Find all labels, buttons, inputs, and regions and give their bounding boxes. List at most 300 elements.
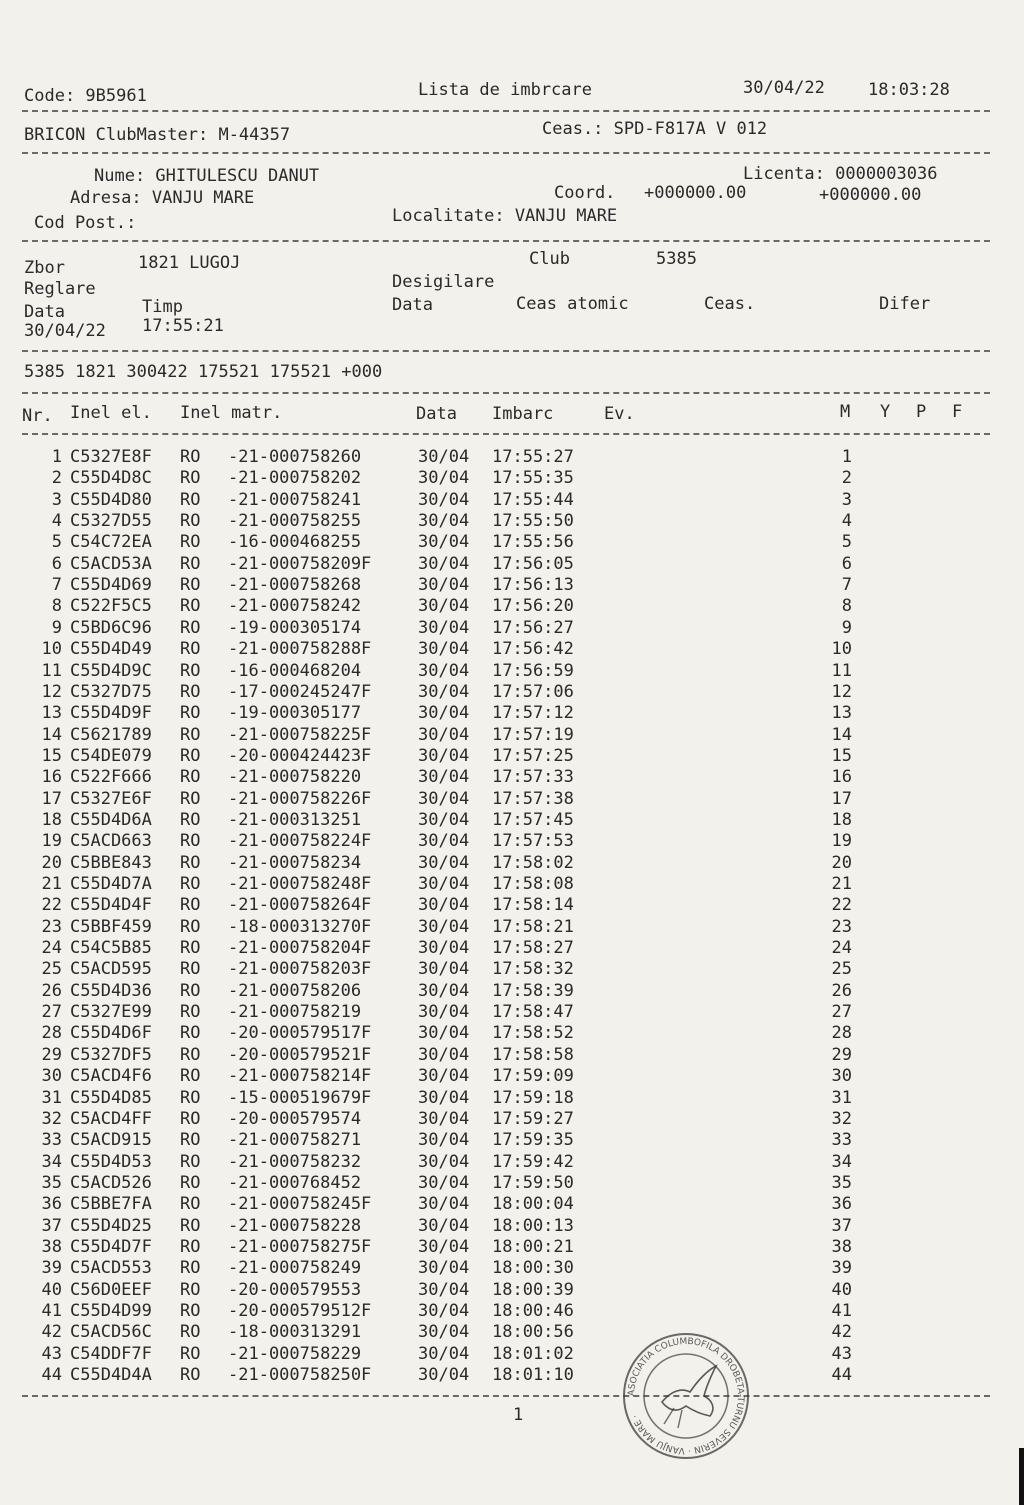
divider — [22, 350, 990, 352]
table-row — [0, 1173, 1024, 1194]
arrival-date: 30/04 — [418, 724, 470, 745]
arrival-time: 17:58:14 — [492, 895, 574, 916]
position-m: 38 — [831, 1236, 852, 1257]
arrival-date: 30/04 — [418, 447, 470, 467]
position-m: 12 — [831, 681, 852, 702]
coord-label: Coord. — [554, 183, 616, 203]
ring-electronic: C5BBE7FA — [70, 1194, 152, 1215]
table-row — [0, 1045, 1024, 1066]
row-number: 6 — [51, 553, 62, 574]
ring-electronic: C5ACD663 — [70, 831, 152, 852]
table-row — [0, 532, 1024, 553]
position-m: 42 — [831, 1322, 852, 1343]
arrival-date: 30/04 — [418, 788, 470, 809]
ring-country: RO — [180, 447, 201, 467]
divider — [22, 240, 990, 242]
ring-electronic: C5ACD526 — [70, 1172, 152, 1193]
ring-electronic: C5BBE843 — [70, 852, 152, 873]
arrival-date: 30/04 — [418, 1215, 470, 1236]
arrival-time: 17:58:02 — [492, 852, 574, 873]
arrival-time: 17:59:09 — [492, 1066, 574, 1087]
ring-registration: -21-000758225F — [228, 724, 372, 745]
arrival-time: 18:00:13 — [492, 1215, 574, 1236]
ring-registration: -21-000758202 — [228, 468, 362, 489]
arrival-time: 17:57:33 — [492, 767, 574, 788]
position-m: 36 — [831, 1194, 852, 1215]
arrival-date: 30/04 — [418, 895, 470, 916]
locality-label: Localitate: VANJU MARE — [392, 206, 618, 226]
arrival-time: 17:58:52 — [492, 1023, 574, 1044]
clock-col-label: Ceas. — [704, 294, 756, 314]
arrival-time: 17:55:27 — [492, 447, 574, 467]
position-m: 39 — [831, 1258, 852, 1279]
table-row — [0, 981, 1024, 1002]
row-number: 26 — [41, 980, 62, 1001]
ring-country: RO — [180, 1279, 201, 1300]
ring-electronic: C55D4D36 — [70, 980, 152, 1001]
flight-label: Zbor — [24, 258, 65, 278]
row-number: 13 — [41, 703, 62, 724]
divider — [22, 152, 990, 154]
position-m: 28 — [831, 1023, 852, 1044]
position-m: 10 — [831, 639, 852, 660]
row-number: 42 — [41, 1322, 62, 1343]
arrival-date: 30/04 — [418, 639, 470, 660]
table-row — [0, 639, 1024, 660]
ring-registration: -21-000758241 — [228, 489, 362, 510]
ring-electronic: C5327E6F — [70, 788, 152, 809]
arrival-time: 17:58:39 — [492, 980, 574, 1001]
table-row — [0, 1152, 1024, 1173]
ring-registration: -21-000758204F — [228, 938, 372, 959]
licence-number: Licenta: 0000003036 — [743, 164, 938, 184]
ring-registration: -21-000758245F — [228, 1194, 372, 1215]
row-number: 31 — [41, 1087, 62, 1108]
reglare-date: 30/04/22 — [24, 321, 106, 341]
col-ring-matr-header: Inel matr. — [180, 403, 283, 423]
ring-electronic: C55D4D85 — [70, 1087, 152, 1108]
ring-registration: -20-000579553 — [228, 1279, 362, 1300]
position-m: 5 — [841, 532, 852, 553]
svg-text:ASOCIATIA COLUMBOFILA DROBETA-: ASOCIATIA COLUMBOFILA DROBETA-TURNU SEVERIN · VANJU MARE · — [626, 1336, 746, 1456]
arrival-date: 30/04 — [418, 767, 470, 788]
arrival-date: 30/04 — [418, 745, 470, 766]
arrival-date: 30/04 — [418, 681, 470, 702]
position-m: 29 — [831, 1044, 852, 1065]
arrival-date: 30/04 — [418, 916, 470, 937]
ring-country: RO — [180, 489, 201, 510]
ring-registration: -21-000758255 — [228, 511, 362, 532]
arrival-date: 30/04 — [418, 1130, 470, 1151]
table-row — [0, 1130, 1024, 1151]
ring-electronic: C55D4D8C — [70, 468, 152, 489]
ring-country: RO — [180, 1044, 201, 1065]
position-m: 26 — [831, 980, 852, 1001]
row-number: 30 — [41, 1066, 62, 1087]
arrival-time: 18:00:30 — [492, 1258, 574, 1279]
ring-electronic: C54C5B85 — [70, 938, 152, 959]
table-row — [0, 1216, 1024, 1237]
ring-country: RO — [180, 703, 201, 724]
header-time: 18:03:28 — [868, 80, 950, 100]
table-row — [0, 938, 1024, 959]
postcode-label: Cod Post.: — [34, 213, 137, 233]
arrival-time: 17:58:21 — [492, 916, 574, 937]
ring-country: RO — [180, 575, 201, 596]
row-number: 39 — [41, 1258, 62, 1279]
ring-electronic: C5327D55 — [70, 511, 152, 532]
arrival-date: 30/04 — [418, 1151, 470, 1172]
arrival-date: 30/04 — [418, 553, 470, 574]
position-m: 44 — [831, 1365, 852, 1386]
row-number: 5 — [51, 532, 62, 553]
position-m: 32 — [831, 1108, 852, 1129]
ring-electronic: C54DDF7F — [70, 1343, 152, 1364]
position-m: 7 — [841, 575, 852, 596]
arrival-date: 30/04 — [418, 959, 470, 980]
arrival-date: 30/04 — [418, 852, 470, 873]
ring-registration: -21-000758260 — [228, 447, 362, 467]
ring-country: RO — [180, 724, 201, 745]
ring-country: RO — [180, 1301, 201, 1321]
position-m: 1 — [841, 447, 852, 467]
ring-country: RO — [180, 681, 201, 702]
position-m: 35 — [831, 1172, 852, 1193]
table-row — [0, 725, 1024, 746]
flight-summary: 5385 1821 300422 175521 175521 +000 — [24, 362, 383, 382]
ring-electronic: C5ACD4F6 — [70, 1066, 152, 1087]
table-row — [0, 554, 1024, 575]
table-row — [0, 810, 1024, 831]
row-number: 38 — [41, 1236, 62, 1257]
table-row — [0, 596, 1024, 617]
arrival-time: 17:58:32 — [492, 959, 574, 980]
ring-registration: -21-000758232 — [228, 1151, 362, 1172]
ring-electronic: C55D4D6F — [70, 1023, 152, 1044]
table-row — [0, 1194, 1024, 1215]
position-m: 19 — [831, 831, 852, 852]
table-row — [0, 661, 1024, 682]
row-number: 27 — [41, 1002, 62, 1023]
ring-country: RO — [180, 788, 201, 809]
position-m: 14 — [831, 724, 852, 745]
difer-label: Difer — [879, 294, 931, 314]
desigilare-data-label: Data — [392, 295, 433, 315]
arrival-date: 30/04 — [418, 596, 470, 617]
table-row — [0, 917, 1024, 938]
arrival-date: 30/04 — [418, 980, 470, 1001]
col-f-header: F — [952, 402, 963, 422]
ring-country: RO — [180, 1194, 201, 1215]
row-number: 20 — [41, 852, 62, 873]
ring-country: RO — [180, 1322, 201, 1343]
col-nr-header: Nr. — [22, 406, 53, 426]
ring-country: RO — [180, 1087, 201, 1108]
ring-country: RO — [180, 1343, 201, 1364]
ring-registration: -21-000758224F — [228, 831, 372, 852]
ring-country: RO — [180, 596, 201, 617]
arrival-time: 17:59:18 — [492, 1087, 574, 1108]
ring-electronic: C5327D75 — [70, 681, 152, 702]
row-number: 19 — [41, 831, 62, 852]
arrival-time: 18:01:10 — [492, 1365, 574, 1386]
arrival-time: 17:56:20 — [492, 596, 574, 617]
table-row — [0, 895, 1024, 916]
ring-electronic: C55D4D7F — [70, 1236, 152, 1257]
ring-registration: -21-000758250F — [228, 1365, 372, 1386]
arrival-date: 30/04 — [418, 1236, 470, 1257]
owner-address: Adresa: VANJU MARE — [70, 188, 255, 208]
table-row — [0, 1258, 1024, 1279]
row-number: 12 — [41, 681, 62, 702]
arrival-date: 30/04 — [418, 874, 470, 894]
ring-electronic: C55D4D7A — [70, 874, 152, 894]
ring-registration: -19-000305174 — [228, 617, 362, 638]
position-m: 4 — [841, 511, 852, 532]
ring-electronic: C54DE079 — [70, 745, 152, 766]
device-label: BRICON ClubMaster: M-44357 — [24, 125, 291, 145]
timp-label: Timp — [142, 297, 183, 317]
row-number: 37 — [41, 1215, 62, 1236]
row-number: 34 — [41, 1151, 62, 1172]
clock-label: Ceas.: SPD-F817A V 012 — [542, 119, 768, 139]
ring-registration: -16-000468255 — [228, 532, 362, 553]
arrival-time: 18:01:02 — [492, 1343, 574, 1364]
position-m: 24 — [831, 938, 852, 959]
arrival-time: 17:57:53 — [492, 831, 574, 852]
ring-country: RO — [180, 639, 201, 660]
position-m: 43 — [831, 1343, 852, 1364]
arrival-date: 30/04 — [418, 1087, 470, 1108]
table-row — [0, 831, 1024, 852]
ring-country: RO — [180, 1258, 201, 1279]
arrival-time: 17:56:13 — [492, 575, 574, 596]
arrival-time: 17:55:50 — [492, 511, 574, 532]
ring-electronic: C55D4D49 — [70, 639, 152, 660]
arrival-date: 30/04 — [418, 532, 470, 553]
position-m: 13 — [831, 703, 852, 724]
position-m: 2 — [841, 468, 852, 489]
position-m: 17 — [831, 788, 852, 809]
row-number: 9 — [51, 617, 62, 638]
ring-registration: -16-000468204 — [228, 660, 362, 681]
ring-country: RO — [180, 831, 201, 852]
owner-name: Nume: GHITULESCU DANUT — [94, 166, 320, 186]
arrival-time: 17:58:27 — [492, 938, 574, 959]
club-label: Club — [529, 249, 570, 269]
arrival-date: 30/04 — [418, 1044, 470, 1065]
row-number: 3 — [51, 489, 62, 510]
row-number: 35 — [41, 1172, 62, 1193]
ring-country: RO — [180, 468, 201, 489]
divider — [22, 110, 990, 112]
position-m: 33 — [831, 1130, 852, 1151]
ring-registration: -21-000758249 — [228, 1258, 362, 1279]
coord-y: +000000.00 — [819, 185, 922, 205]
ring-electronic: C5BBF459 — [70, 916, 152, 937]
ring-electronic: C55D4D53 — [70, 1151, 152, 1172]
table-row — [0, 1237, 1024, 1258]
arrival-date: 30/04 — [418, 1023, 470, 1044]
ring-electronic: C55D4D99 — [70, 1301, 152, 1321]
reglare-label: Reglare — [24, 279, 96, 299]
ring-electronic: C5ACD53A — [70, 553, 152, 574]
arrival-time: 17:55:56 — [492, 532, 574, 553]
position-m: 34 — [831, 1151, 852, 1172]
row-number: 11 — [41, 660, 62, 681]
ring-registration: -21-000758228 — [228, 1215, 362, 1236]
ring-registration: -21-000758275F — [228, 1236, 372, 1257]
ring-registration: -21-000758220 — [228, 767, 362, 788]
ring-country: RO — [180, 852, 201, 873]
position-m: 21 — [831, 874, 852, 894]
arrival-date: 30/04 — [418, 1322, 470, 1343]
ring-registration: -21-000768452 — [228, 1172, 362, 1193]
row-number: 33 — [41, 1130, 62, 1151]
arrival-time: 18:00:46 — [492, 1301, 574, 1321]
arrival-time: 17:57:06 — [492, 681, 574, 702]
table-row — [0, 746, 1024, 767]
ring-registration: -21-000758288F — [228, 639, 372, 660]
header-date: 30/04/22 — [743, 78, 825, 98]
ring-registration: -21-000758234 — [228, 852, 362, 873]
ring-electronic: C5621789 — [70, 724, 152, 745]
ring-country: RO — [180, 553, 201, 574]
ring-country: RO — [180, 1130, 201, 1151]
arrival-time: 17:57:25 — [492, 745, 574, 766]
arrival-time: 18:00:56 — [492, 1322, 574, 1343]
ring-country: RO — [180, 511, 201, 532]
row-number: 36 — [41, 1194, 62, 1215]
table-row — [0, 1344, 1024, 1365]
col-imbarc-header: Imbarc — [492, 404, 554, 424]
arrival-time: 17:55:44 — [492, 489, 574, 510]
ring-electronic: C55D4D6A — [70, 809, 152, 830]
col-date-header: Data — [416, 404, 457, 424]
position-m: 37 — [831, 1215, 852, 1236]
row-number: 23 — [41, 916, 62, 937]
divider — [22, 1395, 990, 1397]
table-row — [0, 1088, 1024, 1109]
arrival-date: 30/04 — [418, 1343, 470, 1364]
arrival-date: 30/04 — [418, 511, 470, 532]
position-m: 3 — [841, 489, 852, 510]
row-number: 21 — [41, 874, 62, 894]
table-row — [0, 959, 1024, 980]
arrival-time: 17:56:42 — [492, 639, 574, 660]
arrival-date: 30/04 — [418, 1279, 470, 1300]
arrival-time: 17:59:27 — [492, 1108, 574, 1129]
table-row — [0, 1109, 1024, 1130]
ring-country: RO — [180, 660, 201, 681]
table-row — [0, 703, 1024, 724]
ring-country: RO — [180, 532, 201, 553]
ring-electronic: C5ACD56C — [70, 1322, 152, 1343]
arrival-date: 30/04 — [418, 809, 470, 830]
position-m: 8 — [841, 596, 852, 617]
ring-electronic: C5BD6C96 — [70, 617, 152, 638]
ring-electronic: C55D4D80 — [70, 489, 152, 510]
arrival-date: 30/04 — [418, 1365, 470, 1386]
position-m: 41 — [831, 1301, 852, 1321]
arrival-date: 30/04 — [418, 1258, 470, 1279]
ring-electronic: C5ACD595 — [70, 959, 152, 980]
table-row — [0, 1280, 1024, 1301]
table-row — [0, 853, 1024, 874]
table-row — [0, 1365, 1024, 1386]
scan-edge — [1019, 1448, 1024, 1505]
arrival-time: 18:00:04 — [492, 1194, 574, 1215]
ring-country: RO — [180, 874, 201, 894]
row-number: 2 — [51, 468, 62, 489]
table-row — [0, 874, 1024, 895]
arrival-time: 17:59:42 — [492, 1151, 574, 1172]
position-m: 15 — [831, 745, 852, 766]
ring-registration: -21-000313251 — [228, 809, 362, 830]
ring-country: RO — [180, 1215, 201, 1236]
table-row — [0, 575, 1024, 596]
table-row — [0, 789, 1024, 810]
arrival-time: 18:00:21 — [492, 1236, 574, 1257]
ring-registration: -20-000579512F — [228, 1301, 372, 1321]
document-title: Lista de imbrcare — [418, 80, 592, 100]
col-m-header: M — [840, 402, 851, 422]
arrival-time: 17:58:58 — [492, 1044, 574, 1065]
arrival-time: 17:57:12 — [492, 703, 574, 724]
arrival-date: 30/04 — [418, 938, 470, 959]
ring-electronic: C5327E8F — [70, 447, 152, 467]
atomic-clock-label: Ceas atomic — [516, 294, 629, 314]
divider — [22, 392, 990, 394]
ring-country: RO — [180, 895, 201, 916]
ring-country: RO — [180, 1365, 201, 1386]
code-label: Code: 9B5961 — [24, 86, 147, 106]
row-number: 7 — [51, 575, 62, 596]
arrival-time: 17:56:59 — [492, 660, 574, 681]
reglare-time: 17:55:21 — [142, 316, 224, 336]
ring-registration: -15-000519679F — [228, 1087, 372, 1108]
ring-country: RO — [180, 980, 201, 1001]
position-m: 25 — [831, 959, 852, 980]
ring-registration: -21-000758206 — [228, 980, 362, 1001]
ring-electronic: C5327E99 — [70, 1002, 152, 1023]
ring-electronic: C5ACD4FF — [70, 1108, 152, 1129]
ring-registration: -19-000305177 — [228, 703, 362, 724]
ring-registration: -20-000424423F — [228, 745, 372, 766]
table-row — [0, 468, 1024, 489]
arrival-date: 30/04 — [418, 1108, 470, 1129]
table-row — [0, 618, 1024, 639]
position-m: 30 — [831, 1066, 852, 1087]
ring-country: RO — [180, 916, 201, 937]
ring-registration: -21-000758248F — [228, 874, 372, 894]
ring-country: RO — [180, 938, 201, 959]
ring-registration: -21-000758203F — [228, 959, 372, 980]
ring-registration: -21-000758219 — [228, 1002, 362, 1023]
ring-electronic: C55D4D9F — [70, 703, 152, 724]
ring-registration: -21-000758226F — [228, 788, 372, 809]
row-number: 40 — [41, 1279, 62, 1300]
divider — [22, 433, 990, 435]
arrival-date: 30/04 — [418, 617, 470, 638]
arrival-date: 30/04 — [418, 660, 470, 681]
arrival-date: 30/04 — [418, 1172, 470, 1193]
ring-electronic: C54C72EA — [70, 532, 152, 553]
ring-electronic: C56D0EEF — [70, 1279, 152, 1300]
ring-registration: -20-000579517F — [228, 1023, 372, 1044]
club-value: 5385 — [656, 249, 697, 269]
ring-registration: -21-000758214F — [228, 1066, 372, 1087]
